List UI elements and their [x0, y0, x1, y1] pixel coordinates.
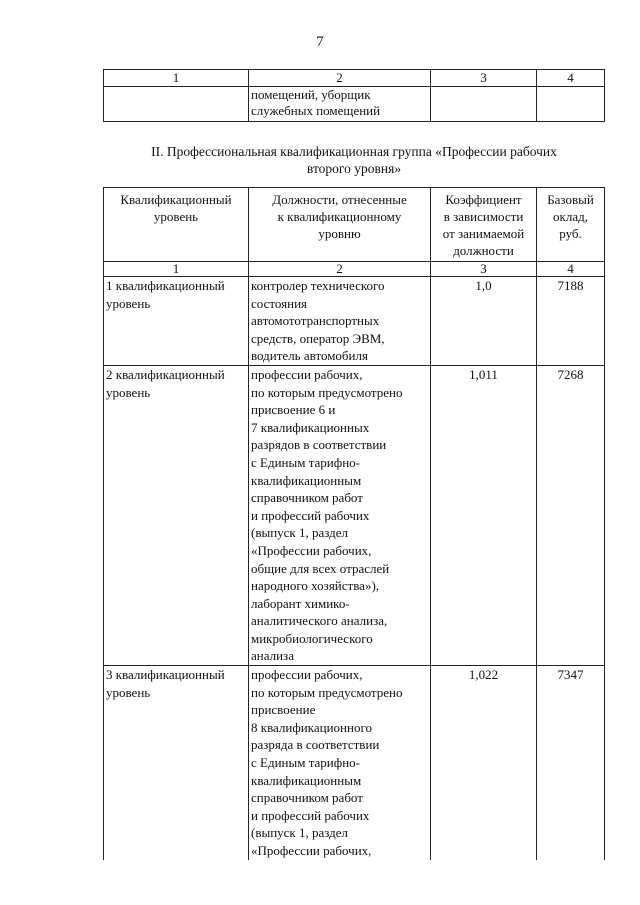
table-row: [104, 365, 605, 665]
column-number: 3: [431, 262, 537, 277]
column-number: 4: [537, 262, 605, 277]
continuation-table: [103, 69, 605, 122]
column-number: 2: [249, 70, 431, 87]
level-cell: 1 квалификационный уровень: [104, 277, 249, 366]
positions-cell: помещений, уборщик служебных помещений: [249, 87, 431, 122]
header-row: [104, 188, 605, 262]
section-heading: II. Профессиональная квалификационная группа «Профессии рабочих второго уровня»: [151, 144, 557, 176]
coefficient-cell: 1,022: [431, 666, 537, 860]
level-cell: 2 квалификационный уровень: [104, 365, 249, 665]
column-number: 2: [249, 262, 431, 277]
positions-cell: контролер технического состояния автомототранспортных средств, оператор ЭВМ, водитель автомобиля: [249, 277, 431, 366]
level-cell: 3 квалификационный уровень: [104, 666, 249, 860]
level-cell: [104, 87, 249, 122]
column-number: 3: [431, 70, 537, 87]
coefficient-cell: [431, 87, 537, 122]
column-number: 1: [104, 262, 249, 277]
positions-cell: профессии рабочих, по которым предусмотрено присвоение 6 и 7 квалификационных разрядов в соответствии с Единым тарифно- квалификационным справочником работ и профессий рабочих (выпуск 1, раздел «Профессии рабочих, общие для всех отраслей народного хозяйства»), лаборант химико- аналитического анализа, микробиологического анализа: [249, 365, 431, 665]
table-row: [104, 277, 605, 366]
salary-cell: 7188: [537, 277, 605, 366]
column-number-row: [104, 70, 605, 87]
qualification-table: [103, 187, 605, 860]
header-coefficient: Коэффициент в зависимости от занимаемой должности: [431, 188, 537, 262]
salary-cell: 7268: [537, 365, 605, 665]
column-number: 1: [104, 70, 249, 87]
salary-cell: [537, 87, 605, 122]
positions-cell: профессии рабочих, по которым предусмотрено присвоение 8 квалификационного разряда в соответствии с Единым тарифно- квалификационным справочником работ и профессий рабочих (выпуск 1, раздел «Профессии рабочих,: [249, 666, 431, 860]
column-number-row: [104, 262, 605, 277]
salary-cell: 7347: [537, 666, 605, 860]
column-number: 4: [537, 70, 605, 87]
coefficient-cell: 1,011: [431, 365, 537, 665]
header-salary: Базовый оклад, руб.: [537, 188, 605, 262]
table-row: [104, 666, 605, 860]
page-number: 7: [316, 34, 324, 50]
table-row: [104, 87, 605, 122]
header-positions: Должности, отнесенные к квалификационному уровню: [249, 188, 431, 262]
header-level: Квалификационный уровень: [104, 188, 249, 262]
coefficient-cell: 1,0: [431, 277, 537, 366]
